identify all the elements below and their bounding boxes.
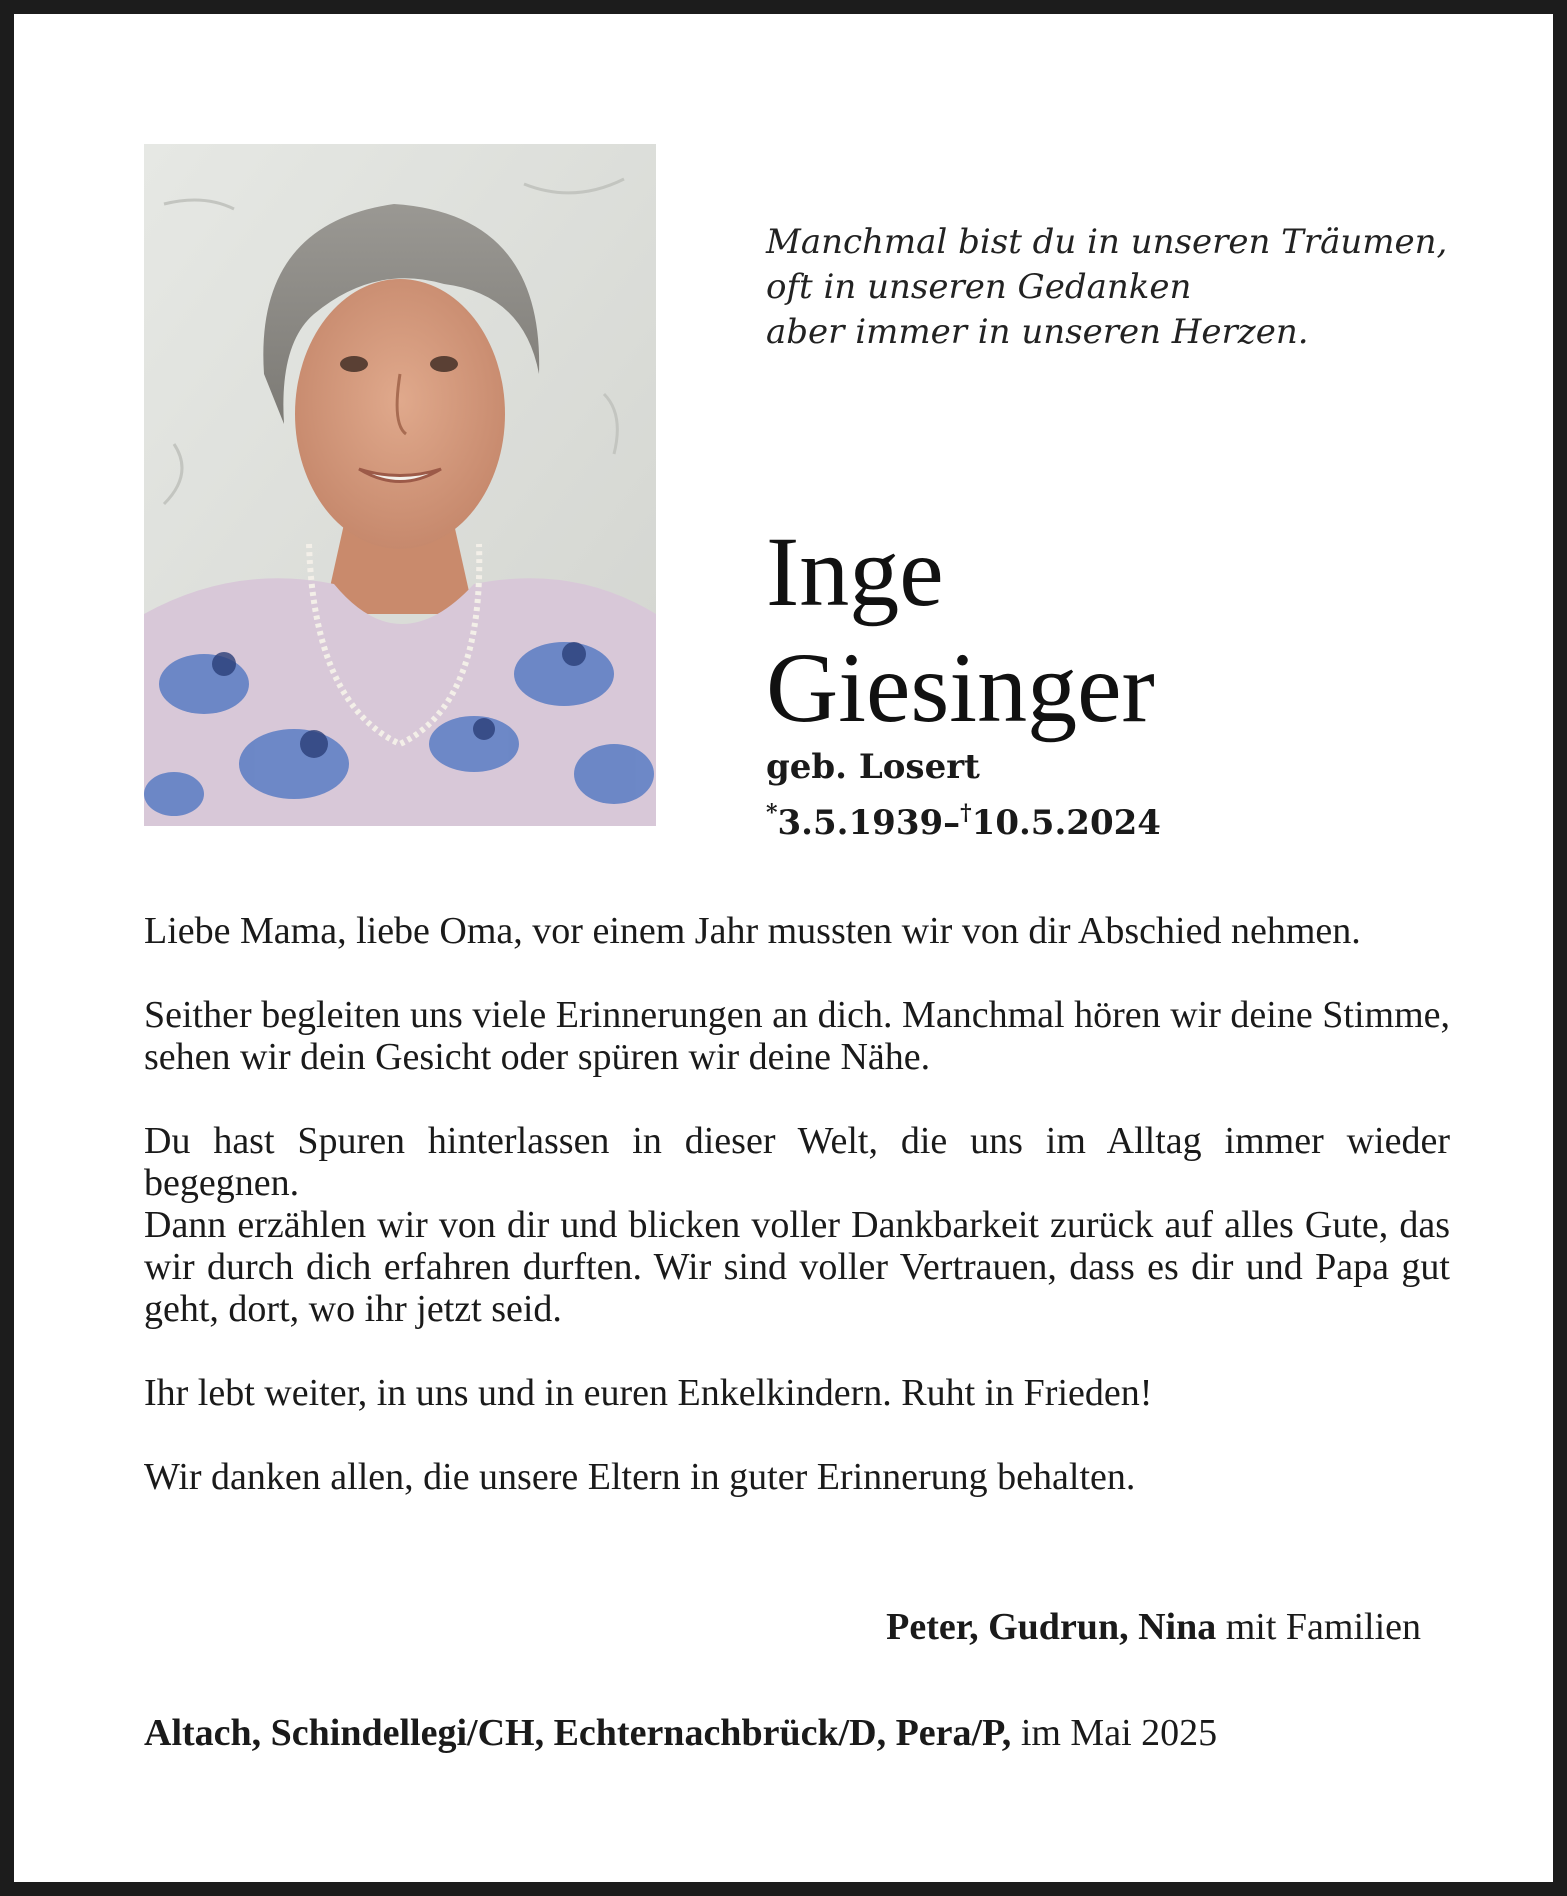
portrait-photo xyxy=(144,144,656,826)
paragraph: Liebe Mama, liebe Oma, vor einem Jahr mussten wir von dir Abschied nehmen. xyxy=(144,910,1361,952)
paragraph: Wir danken allen, die unsere Eltern in guter Erinnerung behalten. xyxy=(144,1456,1136,1498)
paragraph: Seither begleiten uns viele Erinnerungen an dich. Manchmal hören wir deine Stimme, sehen wir dein Gesicht oder spüren wir deine Nähe. xyxy=(144,994,1450,1078)
paragraph: Dann erzählen wir von dir und blicken voller Dankbarkeit zurück auf alles Gute, das wir durch dich erfahren durften. Wir sind voller Vertrauen, dass es dir und Papa gut geht, dort, wo ihr jetzt seid. xyxy=(144,1204,1450,1330)
deceased-name xyxy=(766,514,1155,746)
motto-line: aber immer in unseren Herzen. xyxy=(766,312,1309,352)
last-name: Giesinger xyxy=(766,632,1155,743)
signature-suffix: mit Familien xyxy=(1225,1606,1421,1648)
publication-date: im Mai 2025 xyxy=(1020,1712,1218,1754)
motto-line: oft in unseren Gedanken xyxy=(766,267,1192,307)
places-and-date xyxy=(144,1712,1217,1754)
birth-symbol: * xyxy=(766,800,778,826)
birth-date: 3.5.1939 xyxy=(777,803,944,843)
motto-quote xyxy=(766,220,1466,355)
obituary-text xyxy=(144,910,1450,1540)
paragraph: Du hast Spuren hinterlassen in dieser Welt, die uns im Alltag immer wieder begegnen. xyxy=(144,1120,1450,1204)
signature-names: Peter, Gudrun, Nina xyxy=(886,1606,1217,1648)
motto-line: Manchmal bist du in unseren Träumen, xyxy=(766,222,1448,262)
life-dates xyxy=(766,792,1161,844)
born-name: geb. Losert xyxy=(766,747,980,787)
date-separator: – xyxy=(943,803,961,843)
signatures xyxy=(886,1606,1421,1648)
first-name: Inge xyxy=(766,516,944,627)
portrait-illustration xyxy=(144,144,656,826)
death-date: 10.5.2024 xyxy=(971,803,1161,843)
death-symbol: † xyxy=(960,800,972,826)
places: Altach, Schindellegi/CH, Echternachbrück/D, Pera/P, xyxy=(144,1712,1012,1754)
paragraph: Ihr lebt weiter, in uns und in euren Enkelkindern. Ruht in Frieden! xyxy=(144,1372,1153,1414)
